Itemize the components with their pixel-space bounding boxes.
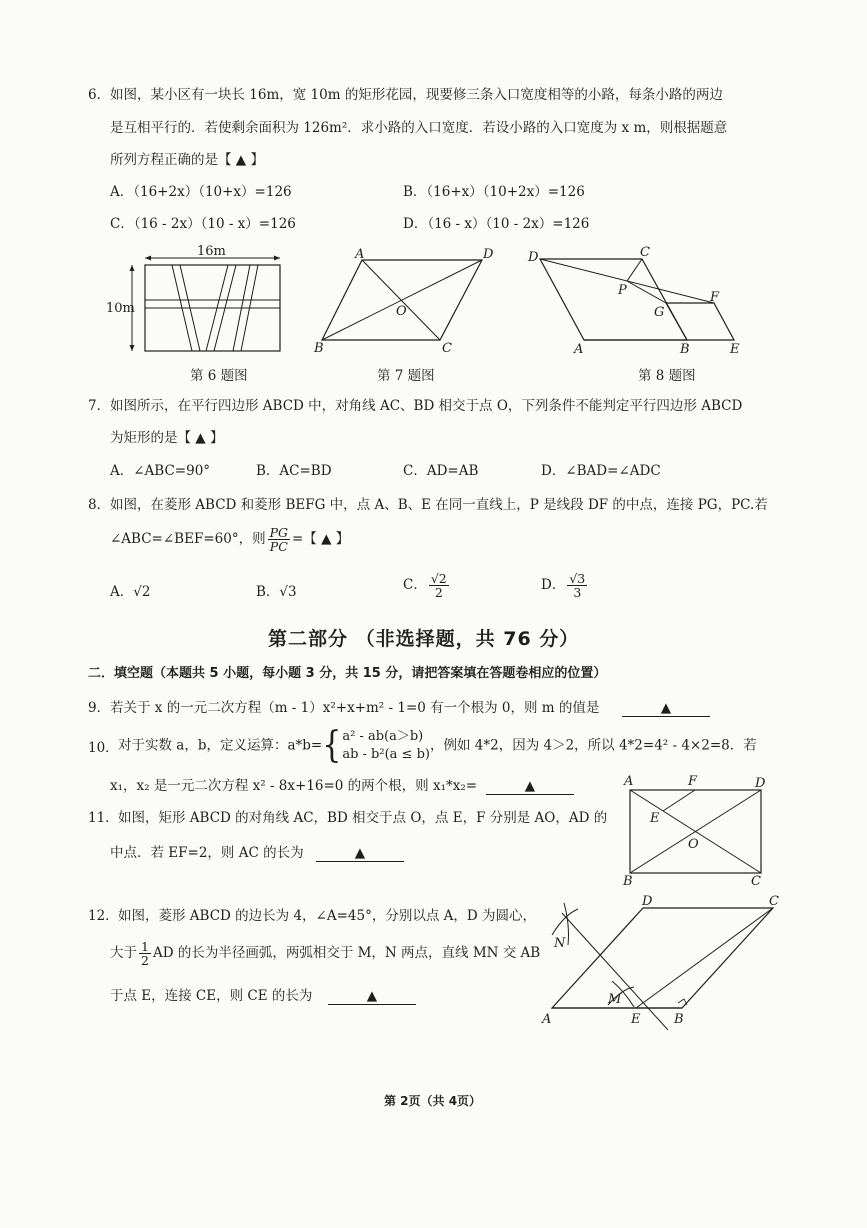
fig7-caption: 第 7 题图: [377, 368, 435, 384]
fig12-label-n: N: [554, 936, 566, 951]
q12-fraction: $\frac{1}{2}$: [141, 939, 149, 969]
q8-number: 8．: [88, 497, 111, 513]
fig11-label-a: A: [624, 774, 634, 789]
q9-answer-blank[interactable]: ▲: [622, 702, 710, 717]
q7-option-d: D．∠BAD=∠ADC: [541, 463, 661, 479]
q10-number: 10．: [88, 740, 119, 756]
part2-title: 第二部分 （非选择题，共 76 分）: [268, 628, 580, 650]
q8-line2-pre: ∠ABC=∠BEF=60°，则: [110, 531, 266, 548]
q12-line2-pre: 大于: [110, 945, 137, 962]
fig11-label-b: B: [623, 874, 633, 889]
q10-pre: 对于实数 a，b，定义运算：a*b=: [118, 737, 323, 754]
fig7-label-b: B: [314, 341, 324, 356]
fig7-label-a: A: [355, 247, 365, 262]
q11-answer-blank[interactable]: ▲: [316, 847, 404, 862]
q12-line3: 于点 E，连接 CE，则 CE 的长为: [110, 988, 313, 1004]
q9-text: 若关于 x 的一元二次方程（m - 1）x²+x+m² - 1=0 有一个根为 0，则 m 的值是: [110, 700, 600, 716]
q10-case1: a² - ab(a＞b): [342, 729, 424, 744]
q11-line1: 如图，矩形 ABCD 的对角线 AC，BD 相交于点 O，点 E，F 分别是 AO，AD 的: [118, 810, 608, 826]
fig11-label-e: E: [650, 811, 660, 826]
q8-option-b: B．√3: [256, 584, 297, 600]
q7-option-b: B．AC=BD: [256, 463, 332, 479]
q12-number: 12．: [88, 908, 119, 924]
q12-line1: 如图，菱形 ABCD 的边长为 4，∠A=45°，分别以点 A，D 为圆心，: [118, 908, 536, 924]
q6-line2: 是互相平行的．若使剩余面积为 126m²．求小路的入口宽度．若设小路的入口宽度为 x m，则根据题意: [110, 120, 728, 136]
fig12-label-d: D: [642, 895, 653, 909]
q8-option-c: C． $\frac{√2}{2}$: [403, 571, 447, 601]
page-footer: 第 2页（共 4页）: [384, 1094, 482, 1108]
fig8-label-a: A: [574, 342, 584, 357]
fig11-label-o: O: [688, 837, 699, 852]
q8-fraction: $\frac{PG}{PC}$: [269, 525, 288, 555]
q7-number: 7．: [88, 398, 111, 414]
q8-line2-post: =【 ▲ 】: [291, 531, 350, 548]
fill-in-heading: 二．填空题（本题共 5 小题，每小题 3 分，共 15 分，请把答案填在答题卷相应的位置）: [88, 666, 607, 681]
fig8-label-g: G: [654, 305, 665, 320]
q8-line1: 如图，在菱形 ABCD 和菱形 BEFG 中，点 A、B、E 在同一直线上，P 是线段 DF 的中点，连接 PG，PC.若: [110, 497, 768, 513]
q10-post: ，例如 4*2，因为 4＞2，所以 4*2=4² - 4×2=8．若: [429, 737, 757, 754]
figure-7-parallelogram: [310, 243, 510, 358]
fig8-label-c: C: [640, 245, 650, 260]
q7-option-a: A．∠ABC=90°: [110, 463, 211, 479]
q6-option-a: A．（16+2x）（10+x）=126: [110, 184, 292, 200]
fig6-caption: 第 6 题图: [190, 368, 248, 384]
fig11-label-f: F: [688, 774, 698, 789]
q11-number: 11．: [88, 810, 119, 826]
figure-12-rhombus: [538, 895, 786, 1030]
fig6-top-label: 16m: [197, 244, 226, 259]
q7-line2: 为矩形的是【 ▲ 】: [110, 430, 224, 446]
q8-option-a: A．√2: [110, 584, 151, 600]
fig12-label-b: B: [674, 1012, 684, 1027]
q6-option-d: D．（16 - x）（10 - 2x）=126: [403, 216, 590, 232]
q6-option-b: B．（16+x）（10+2x）=126: [403, 184, 585, 200]
fig8-label-e: E: [730, 342, 740, 357]
fig8-caption: 第 8 题图: [638, 368, 696, 384]
figure-11-rectangle: [618, 772, 778, 890]
q12-answer-blank[interactable]: ▲: [328, 990, 416, 1005]
q6-line1: 如图，某小区有一块长 16m，宽 10m 的矩形花园，现要修三条入口宽度相等的小路，每条小路的两边: [110, 87, 723, 103]
figure-8-rhombi: [522, 243, 757, 358]
q7-option-c: C．AD=AB: [403, 463, 479, 479]
fig11-label-d: D: [755, 776, 766, 791]
fig8-label-d: D: [528, 250, 539, 265]
fig7-label-o: O: [396, 304, 407, 319]
q7-line1: 如图所示，在平行四边形 ABCD 中，对角线 AC、BD 相交于点 O，下列条件不能判定平行四边形 ABCD: [110, 398, 743, 414]
q6-option-c: C．（16 - 2x）（10 - x）=126: [110, 216, 296, 232]
q8-option-d: D． $\frac{√3}{3}$: [541, 571, 586, 601]
q9-number: 9．: [88, 700, 111, 716]
fig7-label-d: D: [483, 247, 494, 262]
figure-6-garden: [100, 243, 290, 358]
fig12-label-m: M: [608, 992, 622, 1007]
fig6-side-label: 10m: [106, 301, 135, 316]
fig12-label-c: C: [769, 895, 779, 909]
q10-answer-blank[interactable]: ▲: [486, 780, 574, 795]
q12-line2-post: AD 的长为半径画弧，两弧相交于 M，N 两点，直线 MN 交 AB: [152, 945, 541, 962]
fig8-label-f: F: [710, 290, 720, 305]
fig8-label-p: P: [618, 283, 627, 298]
fig7-label-c: C: [442, 341, 452, 356]
q10-case2: ab - b²(a ≤ b): [342, 747, 430, 763]
q11-line2: 中点．若 EF=2，则 AC 的长为: [110, 845, 304, 861]
fig12-label-a: A: [542, 1012, 552, 1027]
fig12-label-e: E: [631, 1012, 641, 1027]
q8-line2: [110, 526, 349, 553]
q6-line3: 所列方程正确的是【 ▲ 】: [110, 152, 264, 168]
fig11-label-c: C: [751, 874, 761, 889]
fig8-label-b: B: [680, 342, 690, 357]
q10-line2: x₁，x₂ 是一元二次方程 x² - 8x+16=0 的两个根，则 x₁*x₂=: [110, 778, 478, 794]
q12-line2: [110, 940, 540, 967]
q6-number: 6．: [88, 87, 111, 103]
q10-line1: 对于实数 a，b，定义运算：a*b={ a² - ab(a＞b) ab - b²(a ≤ b) ，例如 4*2，因为 4＞2，所以 4*2=4² - 4×2=8．若: [118, 724, 757, 767]
